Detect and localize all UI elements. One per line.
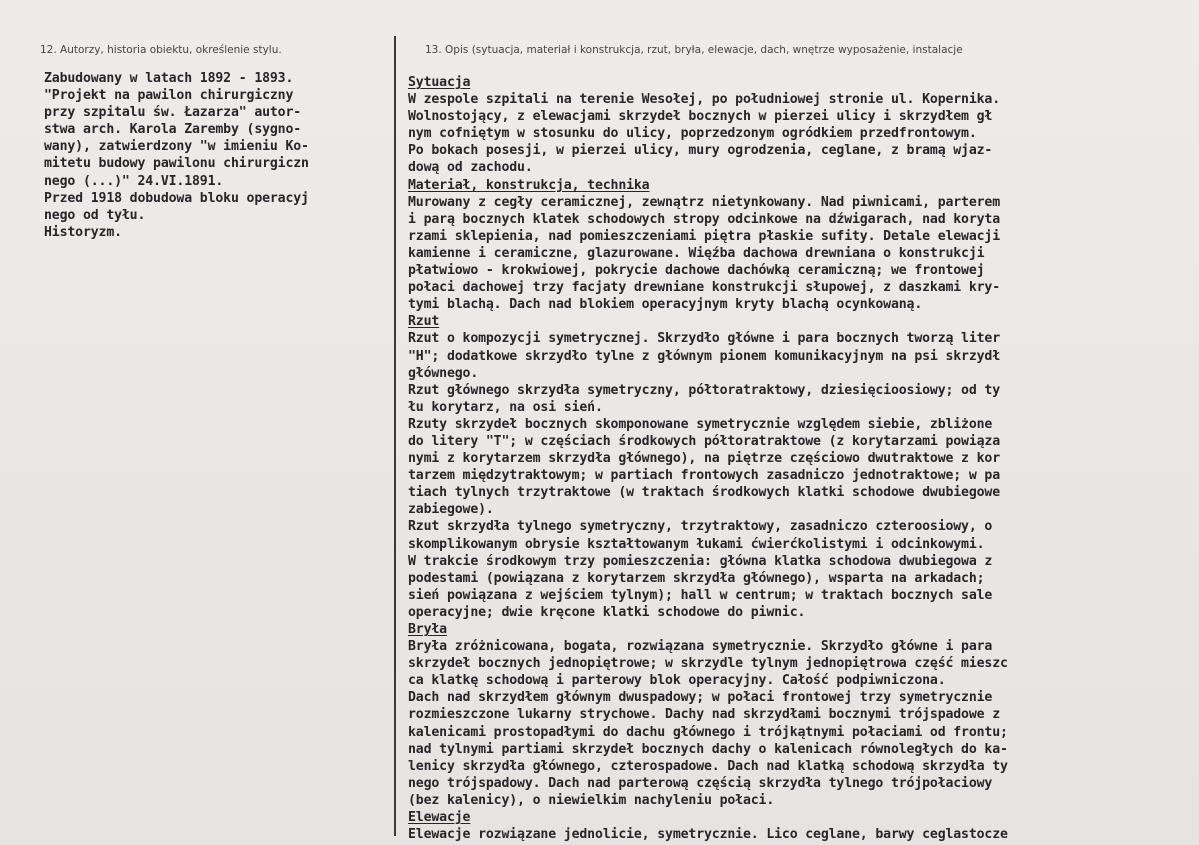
history-line: Przed 1918 dobudowa bloku operacyj [44,190,309,206]
description-column [408,74,1188,843]
description-line: skrzydeł bocznych jednopiętrowe; w skrzydle tylnym jednopiętrowa część mieszc [408,656,1008,672]
history-line: mitetu budowy pawilonu chirurgiczn [44,156,309,172]
description-line: Rzut o kompozycji symetrycznej. Skrzydło główne i para bocznych tworzą liter [408,331,1001,347]
description-line: "H"; dodatkowe skrzydło tylne z głównym pionem komunikacyjnym na psi skrzydł [408,348,1001,364]
description-line: nego trójspadowy. Dach nad parterową częścią skrzydła tylnego trójpołaciowy [408,775,993,791]
description-line: operacyjne; dwie kręcone klatki schodowe do piwnic. [408,604,806,620]
history-line: przy szpitalu św. Łazarza" autor- [44,105,302,121]
description-line: skomplikowanym obrysie kształtowanym łukami ćwierćkolistymi i odcinkowymi. [408,536,985,552]
column-divider [394,36,396,836]
description-line: Elewacje rozwiązane jednolicie, symetrycznie. Lico ceglane, barwy ceglastocze [408,827,1008,843]
history-line: nego (...)" 24.VI.1891. [44,173,224,189]
section-heading: Bryła [408,622,447,637]
description-line: rzami sklepienia, nad pomieszczeniami piętra płaskie sufity. Detale elewacji [408,228,1001,244]
description-line: W zespole szpitali na terenie Wesołej, po południowej stronie ul. Kopernika. [408,92,1001,108]
section-heading: Sytuacja [408,75,471,90]
description-line: podestami (powiązana z korytarzem skrzydła głównego), wsparta na arkadach; [408,570,985,586]
description-line: Murowany z cegły ceramicznej, zewnątrz nietynkowany. Nad piwnicami, parterem [408,194,1001,210]
description-line: kalenicami prostopadłymi do dachu głównego i trójkątnymi połaciami od frontu; [408,724,1008,740]
description-line: zabiegowe). [408,502,494,518]
right-column-header: 13. Opis (sytuacja, materiał i konstrukcja, rzut, bryła, elewacje, dach, wnętrze wyposażenie, instalacje [425,44,963,56]
description-line: Dach nad skrzydłem głównym dwuspadowy; w połaci frontowej trzy symetrycznie [408,690,993,706]
history-line: stwa arch. Karola Zaremby (sygno- [44,122,302,138]
description-line: Rzuty skrzydeł bocznych skomponowane symetrycznie względem siebie, zbliżone [408,416,993,432]
left-column-header: 12. Autorzy, historia obiektu, określenie stylu. [40,44,282,56]
description-line: sień powiązana z wejściem tylnym); hall w centrum; w traktach bocznych sale [408,587,993,603]
description-line: W trakcie środkowym trzy pomieszczenia: główna klatka schodowa dwubiegowa z [408,553,993,569]
description-line: tarzem międzytraktowym; w partiach frontowych zasadniczo jednotraktowe; w pa [408,468,1001,484]
description-line: dową od zachodu. [408,160,533,176]
description-line: nym cofniętym w stosunku do ulicy, poprzedzonym ogródkiem przedfrontowym. [408,126,977,142]
history-column [44,70,389,241]
description-line: Rzut skrzydła tylnego symetryczny, trzytraktowy, zasadniczo czteroosiowy, o [408,519,993,535]
description-line: Bryła zróżnicowana, bogata, rozwiązana symetrycznie. Skrzydło główne i para [408,639,993,655]
history-line: wany), zatwierdzony "w imieniu Ko- [44,139,309,155]
description-line: głównego. [408,365,479,381]
description-line: nymi z korytarzem skrzydła głównego), na piętrze częściowo dwutraktowe z kor [408,451,1001,467]
description-line: Wolnostojący, z elewacjami skrzydeł bocznych w pierzei ulicy i skrzydłem gł [408,109,993,125]
description-line: (bez kalenicy), o niewielkim nachyleniu połaci. [408,792,775,808]
description-line: kamienne i ceramiczne, glazurowane. Więźba dachowa drewniana o konstrukcji [408,245,985,261]
description-line: do litery "T"; w częściach środkowych półtoratraktowe (z korytarzami powiąza [408,433,1001,449]
history-line: "Projekt na pawilon chirurgiczny [44,88,294,104]
description-line: rozmieszczone lukarny strychowe. Dachy nad skrzydłami bocznymi trójspadowe z [408,707,1001,723]
description-line: i parą bocznych klatek schodowych stropy odcinkowe na dźwigarach, nad koryta [408,211,1001,227]
description-line: Po bokach posesji, w pierzei ulicy, mury ogrodzenia, ceglane, z bramą wjaz- [408,143,993,159]
description-line: lenicy skrzydła głównego, czterospadowe. Dach nad klatką schodową skrzydła ty [408,758,1008,774]
history-line: nego od tyłu. [44,207,146,223]
description-line: Rzut głównego skrzydła symetryczny, półtoratraktowy, dziesięcioosiowy; od ty [408,382,1001,398]
section-heading: Elewacje [408,810,471,826]
section-heading: Materiał, konstrukcja, technika [408,177,650,193]
history-line: Historyzm. [44,224,122,240]
description-line: płatwiowo - krokwiowej, pokrycie dachowe dachówką ceramiczną; we frontowej [408,263,985,279]
description-line: łu korytarz, na osi sień. [408,399,603,415]
description-line: tymi blachą. Dach nad blokiem operacyjnym kryty blachą ocynkowaną. [408,297,923,313]
description-line: nad tylnymi partiami skrzydeł bocznych dachy o kalenicach równoległych do ka- [408,741,1008,757]
description-line: ca klatkę schodową i parterowy blok operacyjny. Całość podpiwniczona. [408,673,946,689]
description-line: tiach tylnych trzytraktowe (w traktach środkowych klatki schodowe dwubiegowe [408,485,1001,501]
section-heading: Rzut [408,314,440,330]
history-line: Zabudowany w latach 1892 - 1893. [44,71,294,86]
description-line: połaci dachowej trzy facjaty drewniane konstrukcji słupowej, z daszkami kry- [408,280,1001,296]
